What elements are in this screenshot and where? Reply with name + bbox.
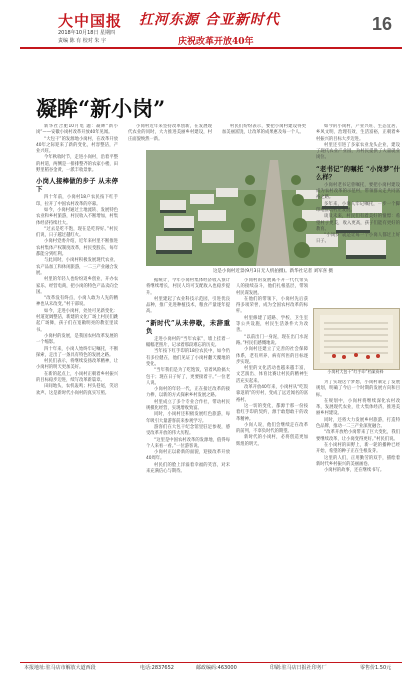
paragraph: 走进小岗村的“当年农家”，墙上挂着一幅幅老照片，记录着那段难忘的历史。 [146, 336, 230, 349]
paragraph: 小岗人说，他们会继续走在改革的前列，不辜负时代的期望。 [236, 422, 308, 435]
footer-address: 本报地址:驻马店市解放大道西段 [24, 665, 96, 671]
paragraph: 新时代的小岗村，必将创造更加辉煌的明天。 [236, 435, 308, 447]
paragraph: 同时，小岗村还积极发展红色旅游，每年吸引大量游客前来参观学习。 [146, 412, 230, 424]
paragraph: 村里建起了农业科技示范园，引进优良品种，推广先进种植技术，粮食产量逐年提高。 [146, 296, 230, 315]
paragraph: “小岗梦”就是让每一个小岗人都过上好日子。 [316, 233, 400, 245]
paragraph: 四十年来，小岗人始终牢记嘱托，不断探索，走出了一条具有特色的发展之路。 [36, 346, 118, 358]
paragraph: 小岗村的故事，还在继续书写。 [324, 468, 385, 474]
anniversary-banner: 庆祝改革开放40年 [178, 37, 254, 47]
paragraph: 小岗村的年轻一代，正在接过改革的接力棒，以新的方式探索乡村发展之路。 [146, 387, 230, 399]
article-column-4 [316, 380, 400, 659]
paragraph: 多年来，小岗人牢记嘱托，一步一个脚印地推动村庄发展。 [316, 201, 400, 213]
paragraph: 小岗村正以崭新的面貌，迎接改革开放40周年。 [146, 450, 230, 462]
paragraph: 这一切的变化，都源于那一份按着红手印的契约，源于敢想敢干的改革精神。 [236, 403, 308, 422]
paragraph: 村里还引进了多家农业龙头企业，建设了现代农业产业园，为村民提供了大量就业岗位。 [316, 142, 400, 161]
article-headline: 凝眸“新小岗” [36, 96, 166, 121]
archive-caption: 小岗村大包干“红手印”档案资料 [327, 369, 384, 374]
paragraph: 为了实现这个梦想，小岗村制定了发展规划，明确了今后一个时期的发展方向和目标。 [316, 380, 400, 398]
paragraph: 村民们纷纷表示，要把小岗村建设得更加美丽富饶，让改革的成果惠及每一个人。 [222, 124, 306, 136]
paragraph: 村民们表示，将继续发扬改革精神，让小岗村的明天更加美好。 [36, 359, 118, 371]
article-column-2-top [128, 124, 212, 146]
paragraph: 小岗村老书记曾嘱托，要把小岗村建设成为农村改革的示范村，带领群众走共同富裕之路。 [316, 182, 400, 201]
paragraph: 游客们在大包干纪念馆里驻足参观，感受改革开放的伟大历程。 [146, 424, 230, 437]
issue-date: 2018年10月18日 星期四 [58, 30, 116, 36]
paragraph: 在规划中，小岗村将继续深化农村改革，发展现代农业，壮大集体经济，推进美丽乡村建设。 [316, 398, 400, 417]
paragraph: 如今，走进小岗村，处处可见新变化：村道宽阔整洁，新建的文化广场上村民们跳起广场舞，孩子们在宽敞明亮的教室里读书。 [36, 308, 118, 333]
paragraph: 村里成立了多个专业合作社，带动村民规模化经营，实现增收致富。 [146, 399, 230, 412]
paragraph: 小岗村近年来坚持改革创新，在发展现代农业的同时，大力推进美丽乡村建设，村庄面貌焕然一新。 [128, 124, 212, 142]
editor-credits: 责编 陈 有 校对 朱 宇 [58, 38, 106, 44]
footer-phone: 电话:2837652 [140, 665, 174, 671]
paragraph: 田间地头，农机轰鸣；村头巷尾，笑语欢声。这是新时代小岗村的真实写照。 [36, 384, 118, 396]
paragraph: 在他们的带领下，小岗村先后获得多项荣誉，成为全国农村改革的标杆。 [236, 296, 308, 315]
paragraph: 这里的人们，正用勤劳的双手，描绘着新时代乡村振兴的美丽画卷。 [316, 455, 400, 467]
article-column-3-top [222, 124, 306, 146]
paragraph: 村里的文化活动也越来越丰富，文艺演出、体育比赛让村民的精神生活充实起来。 [236, 366, 308, 384]
paragraph: “改革开放给小岗带来了巨大变化，我们要继续改革，让小岗变得更好。”村民们说。 [316, 430, 400, 442]
paragraph: 当年按下红手印的18位农民中，如今仍有多位健在，他们见证了小岗村翻天覆地的变化。 [146, 349, 230, 367]
paragraph: 谈及未来，村民们有着美好的憧憬：希望村子更美，收入更高，孩子们能有更好的教育。 [316, 214, 400, 232]
paragraph: 今年秋收时节，走进小岗村，沿着平整的村道，两侧是一排排整齐的农家小楼，田野里稻谷金黄，一派丰收景象。 [36, 155, 118, 174]
paragraph: 改革开放40年来，小岗村从“吃饭靠返销”的穷村，变成了远近闻名的富裕村。 [236, 385, 308, 403]
section-subheading: 小岗人接棒做的步子 从未停下 [36, 177, 118, 194]
paragraph: 小岗村的发展，是我国农村改革发展的一个缩影。 [36, 333, 118, 346]
page-slogan: 扛河东源 合亚新时代 [139, 12, 280, 28]
paragraph: 新华社合肥10月电 题：凝眸“新小岗”——安徽小岗村改革开放40年见闻。 [36, 124, 118, 136]
paragraph: “这里是中国农村改革的发源地，值得每个人来看一看。”一位游客说。 [146, 437, 230, 449]
paragraph: 在新的起点上，小岗村正朝着乡村振兴的目标稳步迈进，续写改革新篇章。 [36, 371, 118, 383]
section-subheading: “新时代”从未停歇，未辞重负 [146, 318, 230, 335]
header-rule [20, 47, 402, 49]
footer-printer: 印刷:驻马店日报社印务厂 [270, 665, 327, 671]
paragraph: 村里修建了道路、学校、卫生室等公共设施，村民生活条件大为改善。 [236, 315, 308, 334]
article-column-1 [36, 124, 118, 659]
paragraph: 小岗村还建立了完善的社会保障体系，老有所养、病有所医的目标逐步实现。 [236, 347, 308, 365]
article-column-4-top [316, 124, 400, 304]
paragraph: 同时，还将大力发展乡村旅游，打造特色品牌，推动一二三产业深度融合。 [316, 417, 400, 430]
paragraph: 与此同时，小岗村积极发展现代农业、农产品加工和休闲旅游，一二三产业融合发展。 [36, 258, 118, 276]
article-column-3 [236, 278, 308, 659]
newspaper-masthead: 大中国报 [58, 12, 123, 30]
footer-price: 零售价1.50元 [360, 665, 392, 671]
paragraph: 据统计，今年小岗村集体经济收入预计将继续增长，村民人均可支配收入也稳步提升。 [146, 278, 230, 296]
paragraph: 村民们的脸上洋溢着幸福的笑容，对未来充满信心与期待。 [146, 462, 230, 475]
paragraph: “改革没有终点，小岗人敢为人先的精神也从未改变。”村干部说。 [36, 296, 118, 308]
paragraph: 村里的年轻人也纷纷返乡创业，开办农家乐、经营电商，把小岗的特色产品卖向全国。 [36, 277, 118, 295]
photo-caption: 这是小岗村近景(9月3日无人机拍摄)。新华社记者 刘军喜 摄 [212, 269, 334, 274]
article-column-2 [146, 278, 230, 659]
paragraph: “大包干”的发源地小岗村，在改革开放40年之际迎来了新的变化，村容整洁，产业兴旺。 [36, 136, 118, 155]
paragraph: “以前出门一身泥，现在出门水泥路。”村民们感慨地说。 [236, 334, 308, 346]
footer-rule [20, 662, 402, 663]
footer-postcode: 邮政编码:463000 [196, 665, 237, 671]
paragraph: 如今的小岗村，产业兴旺、生态宜居、乡风文明、治理有效、生活富裕，正朝着乡村振兴的目标大步迈进。 [316, 124, 400, 142]
paragraph: 小岗村党委介绍，近年来村里不断推进农村集体产权制度改革，村民变股东，每年都能分到红利。 [36, 239, 118, 258]
archive-document-photo [313, 308, 400, 370]
paragraph: 小岗村的发展离不开一代代带头人的接续奋斗，他们扎根基层，带领村民谋发展。 [236, 278, 308, 296]
paragraph: 在小岗村的田野上，新一轮的播种已经开始，希望的种子正在生根发芽。 [316, 442, 400, 455]
paragraph: “过去是吃不饱，现在是吃得好。”村民们说，日子越过越红火。 [36, 226, 118, 239]
paragraph: “当年我们是为了吃饱饭，冒着风险搞大包干；现在日子好了，更要接着干。”一位老人说。 [146, 368, 230, 386]
page-number: 16 [372, 14, 393, 34]
section-subheading: “老书记”的嘱托 “小岗梦”什么样？ [316, 164, 400, 181]
paragraph: 如今，小岗村通过土地流转、发展特色农业和乡村旅游，村民收入不断增加，村集体经济持续壮大。 [36, 207, 118, 226]
paragraph: 四十年前，小岗村18户农民按下红手印，拉开了中国农村改革的序幕。 [36, 195, 118, 207]
